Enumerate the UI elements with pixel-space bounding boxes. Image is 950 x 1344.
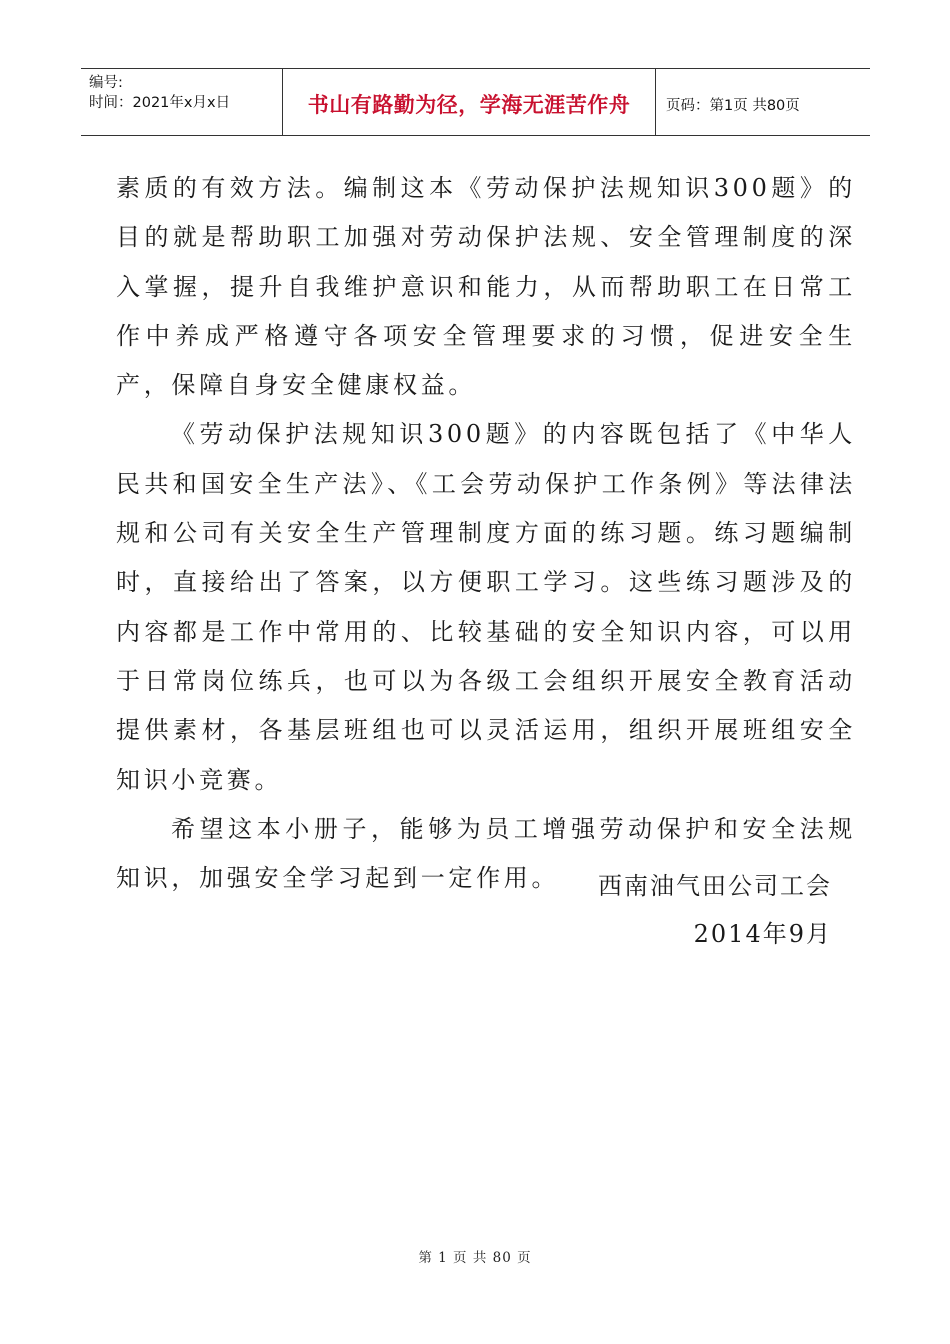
page-footer: 第 1 页 共 80 页 bbox=[418, 1250, 532, 1266]
header-page-label: 页码：第1页 共80页 bbox=[666, 97, 800, 114]
body-paragraph: 《劳动保护法规知识300题》的内容既包括了《中华人民共和国安全生产法》、《工会劳动保护工作条例》等法律法规和公司有关安全生产管理制度方面的练习题。练习题编制时，直接给出了答案，以方便职工学习。这些练习题涉及的内容都是工作中常用的、比较基础的安全知识内容，可以用于日常岗位练兵，也可以为各级工会组织开展安全教育活动提供素材，各基层班组也可以灵活运用，组织开展班组安全知识小竞赛。 bbox=[116, 420, 856, 794]
document-body bbox=[116, 164, 856, 903]
page-header bbox=[81, 68, 870, 136]
header-time-label: 时间：2021年x月x日 bbox=[89, 95, 231, 111]
header-number-label: 编号: bbox=[89, 75, 123, 91]
body-paragraph: 希望这本小册子，能够为员工增强劳动保护和安全法规知识，加强安全学习起到一定作用。 bbox=[116, 814, 856, 893]
header-motto: 书山有路勤为径，学海无涯苦作舟 bbox=[283, 69, 656, 135]
signature-date: 2014年9月 bbox=[693, 920, 832, 948]
header-meta bbox=[81, 69, 283, 135]
signature-organization: 西南油气田公司工会 bbox=[598, 872, 832, 900]
body-paragraph: 素质的有效方法。编制这本《劳动保护法规知识300题》的目的就是帮助职工加强对劳动保护法规、安全管理制度的深入掌握，提升自我维护意识和能力，从而帮助职工在日常工作中养成严格遵守各项安全管理要求的习惯，促进安全生产，保障自身安全健康权益。 bbox=[116, 174, 856, 400]
